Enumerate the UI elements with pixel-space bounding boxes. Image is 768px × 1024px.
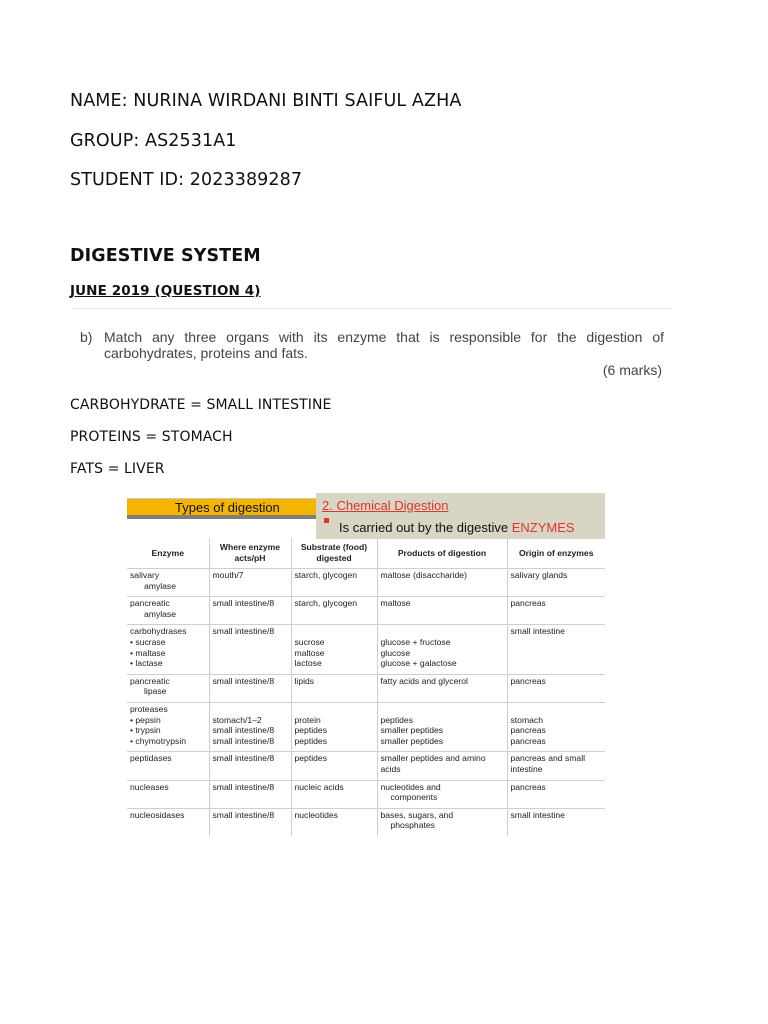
cell-line: nucleosidases [130, 809, 185, 820]
answer-fats: FATS = LIVER [70, 461, 165, 477]
table-cell [291, 674, 377, 702]
table-cell [209, 625, 291, 674]
enzyme-table [127, 538, 605, 836]
table-row [127, 780, 605, 808]
cell-line: mouth/7 [212, 570, 244, 580]
header-enzyme [127, 538, 209, 569]
cell-line: protein [294, 714, 321, 725]
table-cell [377, 597, 507, 625]
cell-line: lactose [294, 658, 322, 669]
table-cell [507, 674, 605, 702]
table-cell [507, 808, 605, 836]
table-row [127, 702, 605, 751]
chemical-digestion-bullet [339, 520, 575, 535]
chemical-digestion-title: 2. Chemical Digestion [322, 498, 449, 513]
digestion-table-figure [127, 493, 605, 833]
cell-line: nucleotides and [380, 781, 441, 792]
question-label: b) [80, 329, 93, 345]
table-cell [209, 752, 291, 780]
table-cell [209, 808, 291, 836]
cell-line: nucleic acids [294, 781, 344, 792]
header-line: Enzyme [151, 547, 184, 558]
header-products [377, 538, 507, 569]
cell-line: carbohydrases [130, 626, 187, 637]
table-row [127, 597, 605, 625]
cell-line: maltose (disaccharide) [380, 570, 467, 580]
bullet-square-icon [324, 518, 329, 523]
header-line: digested [316, 553, 352, 563]
bullet-highlight: ENZYMES [511, 520, 575, 535]
cell-line [381, 704, 504, 715]
cell-line: proteases [130, 703, 168, 714]
types-bar-underline [127, 515, 316, 519]
cell-line: smaller peptides [380, 735, 444, 746]
cell-line: stomach [510, 714, 543, 725]
answer-carbohydrate: CARBOHYDRATE = SMALL INTESTINE [70, 397, 332, 413]
header-line: Substrate (food) [300, 542, 368, 553]
cell-line: pancreas [510, 725, 546, 736]
cell-line: components [390, 792, 438, 803]
question-reference: JUNE 2019 (QUESTION 4) [70, 283, 261, 299]
table-cell [127, 597, 209, 625]
cell-line: pancreatic [130, 598, 170, 609]
cell-line: • lactase [130, 658, 163, 669]
table-header-row [127, 538, 605, 569]
table-cell [209, 597, 291, 625]
cell-line: small intestine [510, 809, 565, 820]
table-row [127, 569, 605, 597]
table-cell [209, 569, 291, 597]
header-line: Where enzyme [219, 542, 281, 553]
cell-line: acids [380, 763, 401, 774]
cell-line: peptides [294, 725, 327, 736]
answer-proteins: PROTEINS = STOMACH [70, 429, 233, 445]
cell-line: pancreas [510, 781, 546, 792]
table-cell [377, 674, 507, 702]
header-line: Origin of enzymes [519, 547, 594, 558]
cell-line: small intestine/8 [212, 809, 275, 820]
table-cell [507, 625, 605, 674]
cell-line: amylase [144, 580, 176, 591]
table-cell [127, 780, 209, 808]
table-cell [291, 780, 377, 808]
table-row [127, 674, 605, 702]
cell-line: pancreas [510, 675, 546, 686]
table-cell [507, 780, 605, 808]
table-cell [291, 597, 377, 625]
cell-line: intestine [510, 763, 543, 774]
section-title: DIGESTIVE SYSTEM [70, 246, 261, 266]
table-cell [127, 625, 209, 674]
cell-line: small intestine/8 [212, 725, 275, 736]
cell-line: peptides [294, 735, 327, 746]
types-of-digestion-bar: Types of digestion [127, 498, 316, 515]
cell-line: pancreas [510, 598, 546, 609]
table-cell [377, 752, 507, 780]
cell-line: • trypsin [130, 725, 161, 736]
cell-line: glucose + galactose [380, 658, 457, 669]
cell-line [381, 626, 504, 637]
table-row [127, 808, 605, 836]
cell-line: salivary glands [510, 570, 568, 580]
cell-line: small intestine/8 [212, 675, 275, 686]
cell-line: maltose [294, 647, 325, 658]
cell-line: peptides [380, 714, 413, 725]
cell-line: sucrose [294, 636, 325, 647]
cell-line: starch, glycogen [294, 570, 358, 580]
table-cell [291, 808, 377, 836]
cell-line: • pepsin [130, 714, 161, 725]
cell-line: pancreatic [130, 675, 170, 686]
cell-line: fatty acids and glycerol [380, 675, 468, 686]
table-cell [507, 597, 605, 625]
cell-line: peptidases [130, 753, 172, 764]
table-cell [127, 808, 209, 836]
table-cell [377, 808, 507, 836]
question-image [72, 300, 672, 390]
student-group: GROUP: AS2531A1 [70, 131, 237, 151]
question-text: Match any three organs with its enzyme that is responsible for the digestion of carbohydrates, proteins and fats. [104, 329, 664, 361]
table-cell [291, 752, 377, 780]
cell-line: small intestine/8 [212, 626, 275, 637]
cell-line: nucleases [130, 781, 169, 792]
table-cell [291, 702, 377, 751]
table-cell [377, 569, 507, 597]
table-cell [291, 625, 377, 674]
table-cell [209, 674, 291, 702]
cell-line: peptides [294, 753, 327, 764]
table-cell [507, 752, 605, 780]
cell-line: lipids [294, 675, 315, 686]
table-cell [377, 780, 507, 808]
cell-line [295, 626, 374, 637]
cell-line: • maltase [130, 647, 166, 658]
cell-line [295, 704, 374, 715]
cell-line: starch, glycogen [294, 598, 358, 609]
table-cell [507, 569, 605, 597]
student-id: STUDENT ID: 2023389287 [70, 170, 303, 190]
cell-line [511, 704, 603, 715]
table-cell [127, 702, 209, 751]
cell-line: glucose + fructose [380, 636, 451, 647]
cell-line: maltose [380, 598, 411, 609]
cell-line: glucose [380, 647, 411, 658]
cell-line: salivary [130, 570, 160, 580]
chemical-digestion-box [316, 493, 605, 539]
header-origin [507, 538, 605, 569]
header-site-ph [209, 538, 291, 569]
cell-line: small intestine [510, 626, 565, 637]
cell-line: small intestine/8 [212, 781, 275, 792]
cell-line: small intestine/8 [212, 735, 275, 746]
table-cell [209, 702, 291, 751]
cell-line: • chymotrypsin [130, 735, 187, 746]
bullet-text: Is carried out by the digestive [339, 520, 512, 535]
cell-line [213, 704, 288, 715]
cell-line: amylase [144, 608, 176, 619]
table-row [127, 625, 605, 674]
cell-line: • sucrase [130, 636, 166, 647]
question-divider [72, 308, 672, 309]
cell-line: stomach/1–2 [212, 714, 262, 725]
table-cell [507, 702, 605, 751]
cell-line: phosphates [390, 820, 435, 831]
cell-line: small intestine/8 [212, 598, 275, 609]
cell-line: pancreas [510, 735, 546, 746]
table-row [127, 752, 605, 780]
header-line: acts/pH [234, 553, 266, 563]
cell-line: pancreas and small [510, 753, 586, 764]
table-cell [377, 625, 507, 674]
cell-line: lipase [144, 686, 167, 697]
question-row [80, 329, 664, 361]
table-cell [127, 674, 209, 702]
cell-line: smaller peptides [380, 725, 444, 736]
cell-line: small intestine/8 [212, 753, 275, 764]
student-name: NAME: NURINA WIRDANI BINTI SAIFUL AZHA [70, 91, 462, 111]
table-cell [209, 780, 291, 808]
header-substrate [291, 538, 377, 569]
table-cell [377, 702, 507, 751]
header-line: Products of digestion [397, 547, 487, 558]
question-marks: (6 marks) [602, 362, 662, 378]
cell-line: nucleotides [294, 809, 338, 820]
cell-line: smaller peptides and amino [380, 753, 486, 764]
table-cell [291, 569, 377, 597]
table-cell [127, 752, 209, 780]
table-cell [127, 569, 209, 597]
cell-line: bases, sugars, and [380, 809, 454, 820]
table-body [127, 569, 605, 836]
